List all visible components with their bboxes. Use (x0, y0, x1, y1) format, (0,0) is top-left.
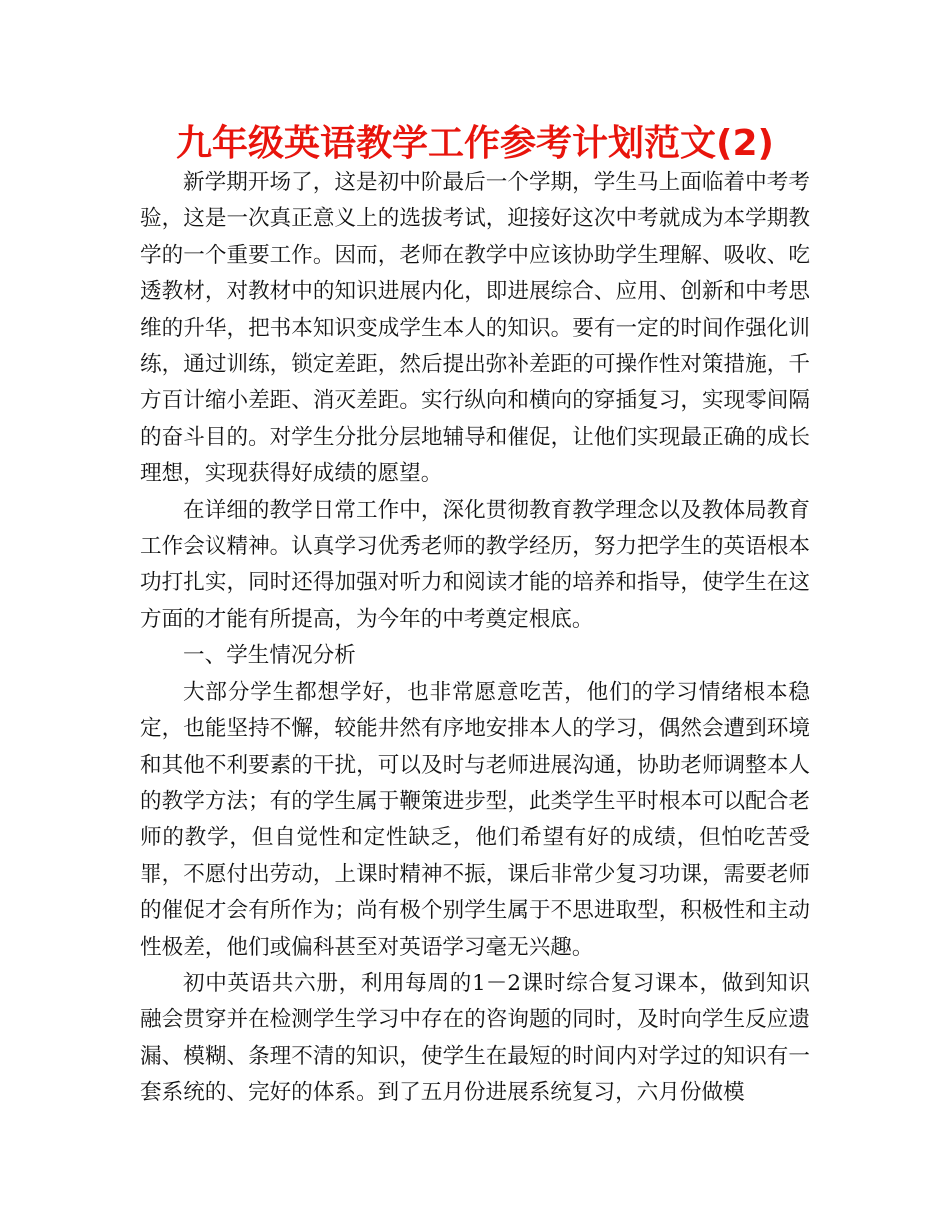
section-heading-student-analysis: 一、学生情况分析 (183, 643, 356, 669)
document-body (140, 165, 810, 1112)
paragraph-teaching-work: 在详细的教学日常工作中，深化贯彻教育教学理念以及教体局教育工作会议精神。认真学习优秀老师的教学经历，努力把学生的英语根本功打扎实，同时还得加强对听力和阅读才能的培养和指导，使学生在这方面的才能有所提高，为今年的中考奠定根底。 (140, 497, 810, 632)
paragraph-review-plan: 初中英语共六册，利用每周的1－2课时综合复习课本，做到知识融会贯穿并在检测学生学习中存在的咨询题的同时，及时向学生反应遗漏、模糊、条理不清的知识，使学生在最短的时间内对学过的知识有一套系统的、完好的体系。到了五月份进展系统复习，六月份做模 (140, 970, 810, 1106)
document-title: 九年级英语教学工作参考计划范文(2) (176, 123, 774, 164)
paragraph-student-analysis: 大部分学生都想学好，也非常愿意吃苦，他们的学习情绪根本稳定，也能坚持不懈，较能井然有序地安排本人的学习，偶然会遭到环境和其他不利要素的干扰，可以及时与老师进展沟通，协助老师调整本人的教学方法；有的学生属于鞭策进步型，此类学生平时根本可以配合老师的教学，但自觉性和定性缺乏，他们希望有好的成绩，但怕吃苦受罪，不愿付出劳动，上课时精神不振，课后非常少复习功课，需要老师的催促才会有所作为；尚有极个别学生属于不思进取型，积极性和主动性极差，他们或偏科甚至对英语学习毫无兴趣。 (140, 679, 810, 960)
paragraph-intro: 新学期开场了，这是初中阶最后一个学期，学生马上面临着中考考验，这是一次真正意义上的选拔考试，迎接好这次中考就成为本学期教学的一个重要工作。因而，老师在教学中应该协助学生理解、吸收、吃透教材，对教材中的知识进展内化，即进展综合、应用、创新和中考思维的升华，把书本知识变成学生本人的知识。要有一定的时间作强化训练，通过训练，锁定差距，然后提出弥补差距的可操作性对策措施，千方百计缩小差距、消灭差距。实行纵向和横向的穿插复习，实现零间隔的奋斗目的。对学生分批分层地辅导和催促，让他们实现最正确的成长理想，实现获得好成绩的愿望。 (140, 170, 810, 487)
